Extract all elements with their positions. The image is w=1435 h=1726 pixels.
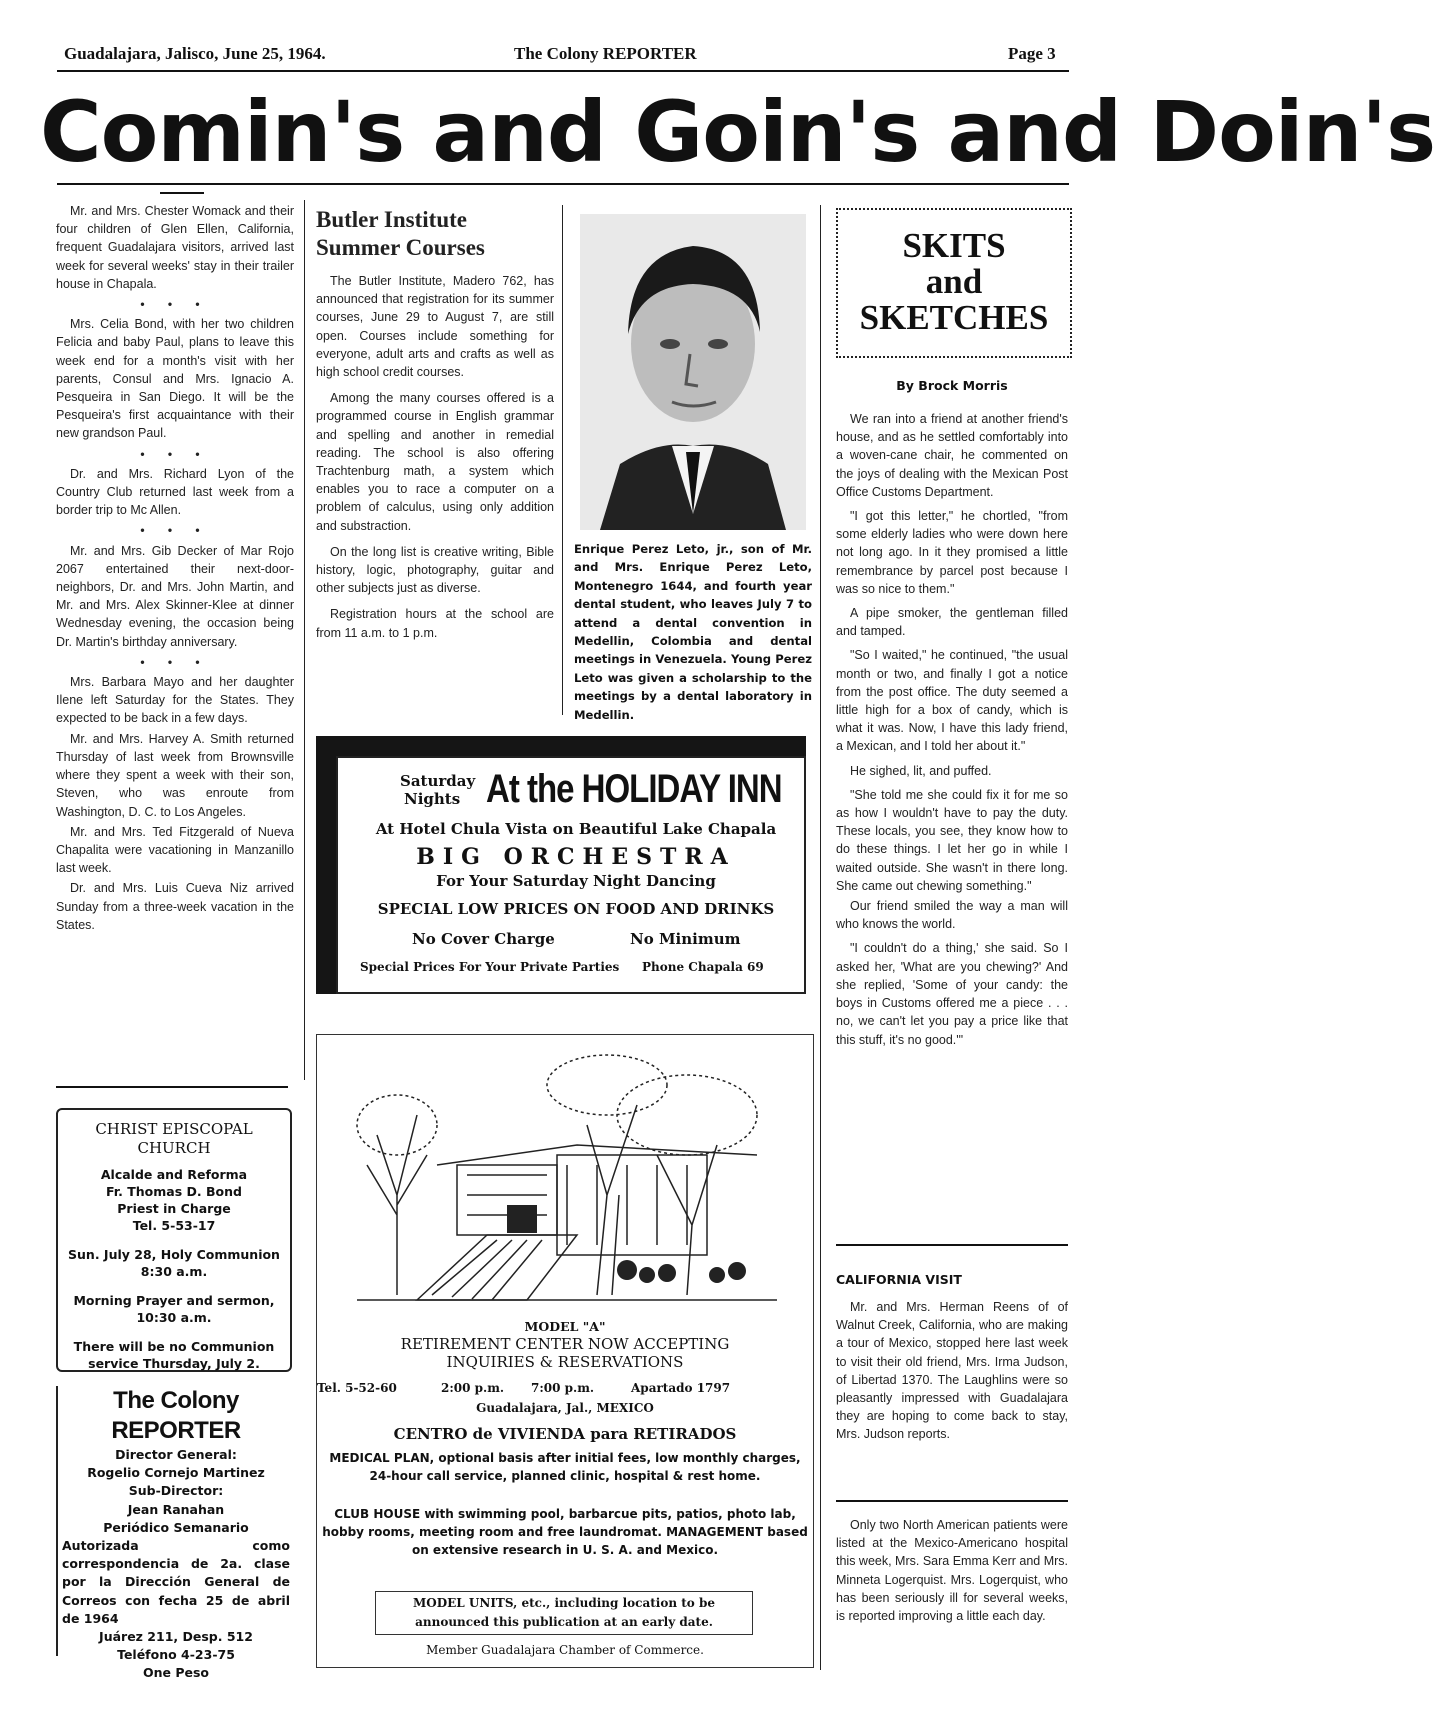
- note-lyon: Dr. and Mrs. Richard Lyon of the Country Club returned last week from a border trip to Mc Allen.: [56, 466, 294, 518]
- note-smith: Mr. and Mrs. Harvey A. Smith returned Thursday of last week from Brownsville where they spent a week with their son, Steven, who was enroute from Washington, D. C. to Los Angeles.: [56, 731, 294, 819]
- church-title-line: CHRIST EPISCOPAL: [95, 1120, 253, 1138]
- byline: By Brock Morris: [896, 378, 1008, 393]
- skits-paragraph: "She told me she could fix it for me so as how I wouldn't have to pay the duty. These locals, you see, they know how to do these things. I let her go in while I waited outside. She wasn't in there long. She came out chewing something.": [836, 787, 1068, 893]
- skits-title-line: SKETCHES: [859, 298, 1049, 337]
- house-illustration: [357, 1045, 777, 1305]
- ad-orchestra: BIG ORCHESTRA: [416, 844, 736, 870]
- church-line: Fr. Thomas D. Bond: [106, 1184, 242, 1199]
- retirement-ad: [316, 1034, 814, 1668]
- masthead-line: Sub-Director:: [128, 1483, 224, 1499]
- note-bond: Mrs. Celia Bond, with her two children Felicia and baby Paul, plans to leave this week end for a month's visit with her parents, Consul and Mrs. Ignacio A. Pesqueira in San Diego. It will be the Pesqueira's first acquaintance with their new grandson Paul.: [56, 317, 294, 441]
- church-line: Priest in Charge: [117, 1201, 231, 1216]
- california-paragraph: Mr. and Mrs. Herman Reens of of Walnut Creek, California, who are making a tour of Mexico, stopped here last week to visit their old friend, Mrs. Irma Judson, of Libertad 1370. The Laughlins were so pleasantly impressed with Guadalajara they are hoping to come back to stay, Mrs. Judson reports.: [836, 1300, 1068, 1442]
- retire-city: Guadalajara, Jal., MEXICO: [476, 1401, 654, 1415]
- holiday-inn-ad: [316, 736, 806, 994]
- social-notes-column: [56, 202, 294, 936]
- rule: [836, 1244, 1068, 1246]
- rule: [836, 1500, 1068, 1502]
- section-banner: Comin's and Goin's and Doin's: [40, 83, 1435, 181]
- masthead-line: One Peso: [142, 1665, 210, 1681]
- masthead-line: Juárez 211, Desp. 512: [99, 1629, 253, 1645]
- dateline: Guadalajara, Jalisco, June 25, 1964.: [64, 44, 326, 63]
- rule: [56, 1086, 288, 1088]
- service-line: service Thursday, July 2.: [88, 1356, 260, 1371]
- service-3: [58, 1338, 290, 1372]
- ad-no-cover: No Cover Charge: [412, 930, 555, 948]
- service-1: [58, 1246, 290, 1280]
- ad-saturday-line: Saturday: [400, 772, 476, 790]
- skits-paragraph: We ran into a friend at another friend's house, and as he settled comfortably into a woven-cane chair, he commented on the joys of dealing with the Mexican Post Office Customs Department.: [836, 412, 1068, 499]
- separator-dots: • • •: [140, 446, 210, 461]
- retire-member: Member Guadalajara Chamber of Commerce.: [426, 1643, 704, 1657]
- ad-prices: SPECIAL LOW PRICES ON FOOD AND DRINKS: [377, 900, 775, 918]
- masthead-line: Periódico Semanario: [103, 1519, 249, 1535]
- col-divider-1: [304, 200, 305, 1080]
- hospital-note: [836, 1516, 1068, 1627]
- portrait-photo: [580, 214, 806, 530]
- masthead-line: Jean Ranahan: [127, 1501, 225, 1517]
- retire-centro: CENTRO de VIVIENDA para RETIRADOS: [393, 1425, 737, 1443]
- separator-dots: • • •: [140, 297, 210, 312]
- note-cueva: Dr. and Mrs. Luis Cueva Niz arrived Sunday from a three-week vacation in the States.: [56, 881, 294, 932]
- service-line: There will be no Communion: [73, 1339, 275, 1354]
- masthead: [56, 1386, 294, 1681]
- retire-time-1: 2:00 p.m.: [441, 1381, 505, 1395]
- header-rule: [57, 70, 1069, 72]
- masthead-line: Teléfono 4-23-75: [117, 1647, 235, 1663]
- ad-no-minimum: No Minimum: [630, 930, 741, 948]
- skits-box: [836, 208, 1072, 358]
- masthead-line: Autorizada como correspondencia de 2a. clase por la Dirección General de Correos con fecha 25 de abril de 1964: [62, 1538, 290, 1626]
- short-rule: [160, 192, 204, 194]
- church-line: Tel. 5-53-17: [132, 1218, 216, 1233]
- ad-saturday: [400, 772, 475, 808]
- hospital-paragraph: Only two North American patients were listed at the Mexico-Americano hospital this week, Mrs. Sara Emma Kerr and Mrs. Minneta Logerquist. Mrs. Logerquist, who has been seriously ill for several weeks, is reported improving a little each day.: [836, 1518, 1069, 1624]
- california-visit-article: [836, 1298, 1068, 1446]
- skits-paragraph: Our friend smiled the way a man will who knows the world.: [836, 899, 1068, 932]
- note-womack: Mr. and Mrs. Chester Womack and their four children of Glen Ellen, California, frequent Guadalajara visitors, arrived last week for several weeks' stay in their trailer house in Chapala.: [56, 204, 294, 291]
- ad-phone: Phone Chapala 69: [642, 960, 764, 974]
- skits-paragraph: "I couldn't do a thing,' she said. So I asked her, 'What are you chewing?' And she replied, 'Some of your candy: the boys in Customs offered me a piece . . . no, we can't let you pay a price like that this stuff, it's no good.'": [836, 941, 1068, 1047]
- church-title-line: CHURCH: [137, 1139, 211, 1157]
- ad-title: At the HOLIDAY INN: [486, 766, 782, 811]
- separator-dots: • • •: [140, 523, 210, 538]
- retire-apartado: Apartado 1797: [631, 1381, 731, 1395]
- ad-shadow-left: [316, 736, 338, 994]
- service-line: Sun. July 28, Holy Communion: [68, 1247, 280, 1262]
- note-decker: Mr. and Mrs. Gib Decker of Mar Rojo 2067 entertained their next-door-neighbors, Dr. and Mrs. John Martin, and Mr. and Mrs. Alex Skinner-Klee at dinner Wednesday evening, the occasion being Dr. Martin's birthday anniversary.: [56, 543, 294, 649]
- col-divider-3: [820, 205, 821, 1670]
- note-fitzgerald: Mr. and Mrs. Ted Fitzgerald of Nueva Chapalita were vacationing in Manzanillo last week.: [56, 824, 294, 876]
- skits-column: [836, 410, 1068, 1051]
- masthead-line: Rogelio Cornejo Martinez: [87, 1465, 265, 1481]
- masthead-line: Director General:: [115, 1447, 237, 1462]
- skits-title: [838, 228, 1070, 336]
- butler-headline: [316, 206, 554, 262]
- skits-title-line: and: [925, 262, 983, 301]
- retire-model: MODEL "A": [524, 1319, 606, 1334]
- service-line: 8:30 a.m.: [140, 1264, 208, 1279]
- separator-dots: • • •: [140, 654, 210, 669]
- retire-headline-line: RETIREMENT CENTER NOW ACCEPTING: [400, 1335, 730, 1353]
- ad-shadow-top: [316, 736, 806, 758]
- california-visit-heading: CALIFORNIA VISIT: [836, 1272, 962, 1287]
- retire-headline-line: INQUIRIES & RESERVATIONS: [446, 1353, 684, 1371]
- retire-time-2: 7:00 p.m.: [531, 1381, 595, 1395]
- church-address: [58, 1166, 290, 1234]
- butler-paragraph: Registration hours at the school are from 11 a.m. to 1 p.m.: [316, 607, 554, 640]
- masthead-title: The Colony REPORTER: [111, 1387, 241, 1444]
- retire-tel: Tel. 5-52-60: [317, 1381, 397, 1395]
- church-line: Alcalde and Reforma: [100, 1167, 248, 1182]
- retire-model-units: MODEL UNITS, etc., including location to be announced this publication at an early date.: [375, 1591, 753, 1635]
- ad-saturday-line: Nights: [404, 790, 461, 808]
- ad-dancing: For Your Saturday Night Dancing: [436, 872, 716, 890]
- ad-location: At Hotel Chula Vista on Beautiful Lake Chapala: [375, 820, 777, 838]
- skits-paragraph: "So I waited," he continued, "the usual month or two, and finally I got a notice from the post office. The duty seemed a little high for a box of candy, which is what it was. Now, I have this lady friend, a Mexican, and I told her about it.": [836, 648, 1068, 754]
- headline-line: Butler Institute: [316, 207, 467, 232]
- butler-paragraph: The Butler Institute, Madero 762, has announced that registration for its summer courses, June 29 to August 7, are still open. Courses include something for everyone, adult arts and crafts as well as high school credit courses.: [316, 274, 554, 380]
- skits-paragraph: "I got this letter," he chortled, "from some elderly ladies who were down here not long ago. In it they promised a little remembrance by parcel post because I was so nice to them.": [836, 509, 1068, 596]
- paper-name: The Colony REPORTER: [514, 44, 697, 63]
- church-notice: [56, 1108, 292, 1372]
- butler-article: [316, 206, 554, 644]
- page-number: Page 3: [1008, 44, 1056, 63]
- skits-paragraph: A pipe smoker, the gentleman filled and tamped.: [836, 606, 1068, 639]
- note-mayo: Mrs. Barbara Mayo and her daughter Ilene left Saturday for the States. They expected to be back in a few days.: [56, 675, 294, 726]
- service-line: 10:30 a.m.: [136, 1310, 212, 1325]
- ad-private-parties: Special Prices For Your Private Parties: [360, 960, 620, 974]
- retire-clubhouse: CLUB HOUSE with swimming pool, barbarcue pits, patios, photo lab, hobby rooms, meeting room and free laundromat. MANAGEMENT based on extensive research in U. S. A. and Mexico.: [322, 1507, 808, 1557]
- retire-headline: [317, 1335, 813, 1371]
- butler-paragraph: Among the many courses offered is a programmed course in English grammar and spelling and another in remedial reading. The school is also offering Trachtenburg math, a system which enables you to race a computer on a problem of calculus, using only addition and substraction.: [316, 391, 554, 533]
- service-2: [58, 1292, 290, 1326]
- skits-paragraph: He sighed, lit, and puffed.: [850, 763, 992, 778]
- headline-line: Summer Courses: [316, 235, 485, 260]
- service-line: Morning Prayer and sermon,: [73, 1293, 275, 1308]
- banner-rule: [57, 183, 1069, 185]
- col-divider-2: [562, 205, 563, 715]
- butler-paragraph: On the long list is creative writing, Bible history, logic, photography, guitar and other subjects just as diverse.: [316, 544, 554, 596]
- retire-medical: MEDICAL PLAN, optional basis after initial fees, low monthly charges, 24-hour call service, planned clinic, hospital & rest home.: [329, 1451, 801, 1483]
- skits-title-line: SKITS: [902, 226, 1006, 265]
- photo-caption: Enrique Perez Leto, jr., son of Mr. and Mrs. Enrique Perez Leto, Montenegro 1644, and fourth year dental student, who leaves July 7 to attend a dental convention in Medellin, Colombia and dental meetings in Venezuela. Young Perez Leto was given a scholarship to the meetings by a dental laboratory in Medellin.: [574, 542, 812, 722]
- church-title: [58, 1120, 290, 1158]
